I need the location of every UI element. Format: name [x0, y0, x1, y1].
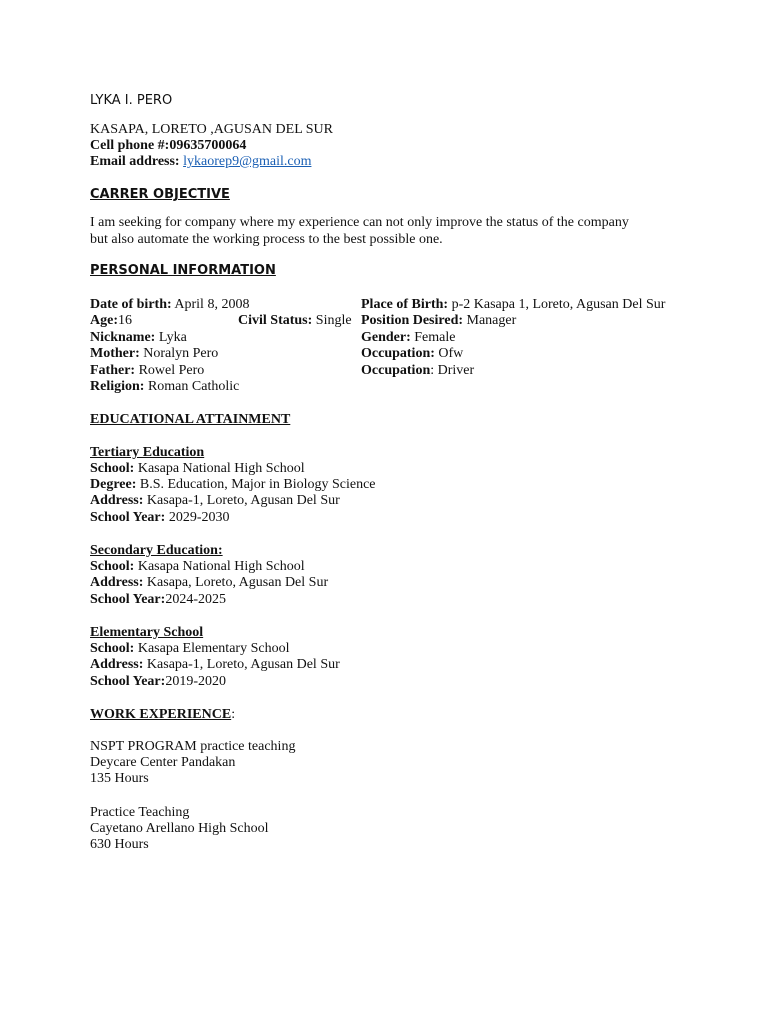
email-line — [90, 154, 311, 170]
objective-line-1: I am seeking for company where my experience can not only improve the status of the company — [90, 215, 629, 230]
religion-label: Religion: — [90, 379, 145, 394]
work-entry-title: Practice Teaching — [90, 805, 190, 820]
tertiary-degree-value: B.S. Education, Major in Biology Science — [139, 477, 376, 492]
father-row — [90, 363, 204, 379]
religion-row — [90, 379, 239, 395]
work-entry-place: Deycare Center Pandakan — [90, 755, 236, 770]
elementary-address-row — [90, 657, 340, 673]
email-label: Email address: — [90, 154, 180, 169]
father-label: Father: — [90, 363, 136, 378]
mother-row — [90, 346, 218, 362]
gender-row — [361, 330, 455, 346]
elementary-year-value: 2019-2020 — [165, 674, 226, 689]
civil-status-row — [238, 313, 352, 329]
elementary-title: Elementary School — [90, 625, 204, 640]
position-desired-row — [361, 313, 516, 329]
secondary-school-row — [90, 559, 305, 575]
occupation-father-label: Occupation — [361, 363, 431, 378]
tertiary-degree-row — [90, 477, 376, 493]
place-of-birth-value: p-2 Kasapa 1, Loreto, Agusan Del Sur — [451, 297, 666, 312]
tertiary-address-value: Kasapa-1, Loreto, Agusan Del Sur — [146, 493, 340, 508]
secondary-school-value: Kasapa National High School — [137, 559, 305, 574]
email-link[interactable]: lykaorep9@gmail.com — [183, 154, 312, 169]
cell-phone-label: Cell phone #: — [90, 138, 170, 153]
work-entry-hours: 135 Hours — [90, 771, 149, 786]
elementary-school-value: Kasapa Elementary School — [137, 641, 290, 656]
elementary-school-label: School: — [90, 641, 135, 656]
dob-label: Date of birth: — [90, 297, 172, 312]
tertiary-school-label: School: — [90, 461, 135, 476]
tertiary-year-value: 2029-2030 — [168, 510, 230, 525]
father-value: Rowel Pero — [138, 363, 205, 378]
elementary-address-label: Address: — [90, 657, 144, 672]
secondary-title: Secondary Education: — [90, 543, 223, 558]
secondary-school-label: School: — [90, 559, 135, 574]
position-desired-label: Position Desired: — [361, 313, 464, 328]
secondary-address-value: Kasapa, Loreto, Agusan Del Sur — [146, 575, 329, 590]
tertiary-school-row — [90, 461, 305, 477]
tertiary-address-row — [90, 493, 340, 509]
objective-line-2: but also automate the working process to the best possible one. — [90, 232, 443, 247]
dob-row — [90, 297, 249, 313]
work-entry-hours: 630 Hours — [90, 837, 149, 852]
personal-info-heading: PERSONAL INFORMATION — [90, 263, 276, 278]
secondary-year-label: School Year: — [90, 592, 166, 607]
age-label: Age: — [90, 313, 118, 328]
dob-value: April 8, 2008 — [174, 297, 250, 312]
secondary-year-row — [90, 592, 226, 608]
place-of-birth-label: Place of Birth: — [361, 297, 449, 312]
cell-phone-value: 09635700064 — [169, 138, 247, 153]
nickname-label: Nickname: — [90, 330, 156, 345]
gender-value: Female — [414, 330, 456, 345]
occupation-mother-value: Ofw — [438, 346, 464, 361]
tertiary-title: Tertiary Education — [90, 445, 205, 460]
nickname-value: Lyka — [158, 330, 187, 345]
mother-value: Noralyn Pero — [143, 346, 219, 361]
objective-heading: CARRER OBJECTIVE — [90, 187, 230, 202]
education-heading: EDUCATIONAL ATTAINMENT — [90, 412, 291, 427]
work-entry-place: Cayetano Arellano High School — [90, 821, 269, 836]
occupation-mother-row — [361, 346, 463, 362]
work-heading-row — [90, 707, 235, 723]
civil-status-value: Single — [315, 313, 352, 328]
nickname-row — [90, 330, 187, 346]
work-heading: WORK EXPERIENCE — [90, 707, 232, 722]
religion-value: Roman Catholic — [147, 379, 240, 394]
applicant-name: LYKA I. PERO — [90, 93, 173, 108]
tertiary-year-row — [90, 510, 229, 526]
tertiary-address-label: Address: — [90, 493, 144, 508]
tertiary-school-value: Kasapa National High School — [137, 461, 305, 476]
age-row — [90, 313, 132, 329]
mother-label: Mother: — [90, 346, 140, 361]
secondary-address-row — [90, 575, 328, 591]
age-value: 16 — [118, 313, 132, 328]
work-entry-title: NSPT PROGRAM practice teaching — [90, 739, 296, 754]
occupation-mother-label: Occupation: — [361, 346, 435, 361]
tertiary-degree-label: Degree: — [90, 477, 137, 492]
work-heading-suffix: : — [231, 707, 236, 722]
tertiary-year-label: School Year: — [90, 510, 166, 525]
occupation-father-value: : Driver — [430, 363, 475, 378]
applicant-address: KASAPA, LORETO ,AGUSAN DEL SUR — [90, 122, 333, 137]
secondary-year-value: 2024-2025 — [165, 592, 226, 607]
elementary-year-label: School Year: — [90, 674, 166, 689]
civil-status-label: Civil Status: — [238, 313, 313, 328]
elementary-school-row — [90, 641, 289, 657]
position-desired-value: Manager — [466, 313, 517, 328]
occupation-father-row — [361, 363, 474, 379]
cell-phone-line — [90, 138, 246, 154]
place-of-birth-row — [361, 297, 665, 313]
gender-label: Gender: — [361, 330, 411, 345]
elementary-year-row — [90, 674, 226, 690]
secondary-address-label: Address: — [90, 575, 144, 590]
elementary-address-value: Kasapa-1, Loreto, Agusan Del Sur — [146, 657, 340, 672]
